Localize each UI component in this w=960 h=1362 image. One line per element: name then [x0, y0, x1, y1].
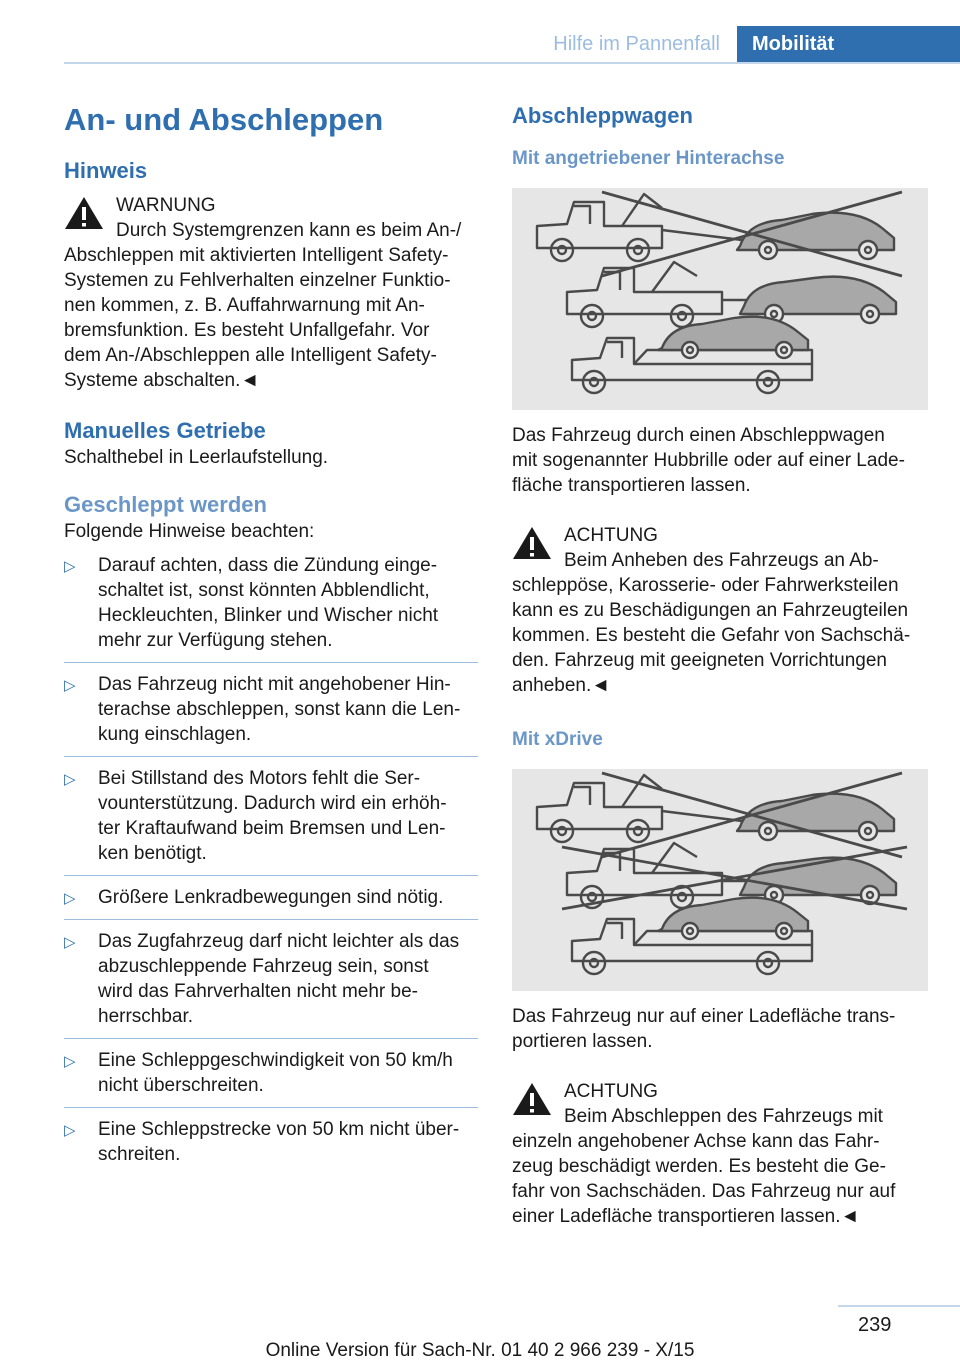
list-item: ▷ Eine Schleppstrecke von 50 km nicht über- schreiten. [64, 1119, 460, 1165]
towing-illustration-svg [512, 188, 928, 410]
page-title: An- und Abschleppen [64, 102, 384, 137]
caution-block-xdrive [512, 1079, 928, 1229]
rear-axle-text: Das Fahrzeug durch einen Abschleppwagen mit sogenannter Hubbrille oder auf einer Lade- fläche transportieren lassen. [512, 425, 905, 496]
towing-illustration-rear-axle [512, 188, 928, 410]
footer-version: Online Version für Sach-Nr. 01 40 2 966 239 - X/15 [265, 1340, 695, 1361]
list-divider [64, 756, 478, 757]
towed-heading: Geschleppt werden [64, 492, 267, 517]
section-tab: Hilfe im Pannenfall [522, 26, 734, 62]
right-column [512, 100, 928, 1229]
triangle-bullet-icon: ▷ [64, 771, 76, 788]
list-divider [64, 919, 478, 920]
list-item: ▷ Darauf achten, dass die Zündung einge- schaltet ist, sonst könnten Abblendlicht, Heckleuchten, Blinker und Wischer nicht mehr zur Verfügung stehen. [64, 555, 439, 651]
towing-illustration-xdrive [512, 769, 928, 991]
list-item: ▷ Das Fahrzeug nicht mit angehobener Hin- terachse abschleppen, sonst kann die Len- kung einschlagen. [64, 674, 461, 745]
warning-block [64, 193, 478, 393]
warning-icon [64, 195, 104, 231]
list-divider [64, 875, 478, 876]
caution-text: schleppöse, Karosserie- oder Fahrwerksteilen kann es zu Beschädigungen an Fahrzeugteilen kommen. Es besteht die Gefahr von Sachschä- den. Fahrzeug mit geeigneten Vorrichtungen anheben.◄ [512, 575, 911, 696]
warning-text-first: Durch Systemgrenzen kann es beim An-/ [116, 220, 462, 241]
triangle-bullet-icon: ▷ [64, 677, 76, 694]
xdrive-heading: Mit xDrive [512, 729, 603, 750]
page-number: 239 [858, 1314, 892, 1336]
triangle-bullet-icon: ▷ [64, 934, 76, 951]
caution-label: ACHTUNG [564, 525, 658, 546]
list-item: ▷ Das Zugfahrzeug darf nicht leichter als das abzuschleppende Fahrzeug sein, sonst wird das Fahrverhalten nicht mehr be- herrschbar. [64, 931, 460, 1027]
footer-rule [838, 1305, 960, 1307]
manual-gearbox-heading: Manuelles Getriebe [64, 418, 266, 443]
caution-text: einzeln angehobener Achse kann das Fahr- zeug beschädigt werden. Es besteht die Ge- fahr von Sachschäden. Das Fahrzeug nur auf einer Ladefläche transportieren lassen.◄ [512, 1131, 896, 1227]
caution-text-first: Beim Abschleppen des Fahrzeugs mit [564, 1106, 883, 1127]
warning-label: WARNUNG [116, 195, 216, 216]
left-column [64, 100, 478, 1167]
triangle-bullet-icon: ▷ [64, 558, 76, 575]
triangle-bullet-icon: ▷ [64, 1053, 76, 1070]
list-divider [64, 1038, 478, 1039]
towed-intro: Folgende Hinweise beachten: [64, 521, 315, 542]
manual-gearbox-text: Schalthebel in Leerlaufstellung. [64, 447, 329, 468]
caution-block-rear [512, 523, 928, 698]
header-rule [64, 62, 960, 64]
caution-text-first: Beim Anheben des Fahrzeugs an Ab- [564, 550, 879, 571]
triangle-bullet-icon: ▷ [64, 890, 76, 907]
list-item: ▷ Größere Lenkradbewegungen sind nötig. [64, 885, 478, 910]
warning-icon [512, 525, 552, 561]
tow-truck-heading: Abschleppwagen [512, 103, 693, 128]
hinweis-heading: Hinweis [64, 158, 148, 183]
chapter-tab: Mobilität [737, 26, 960, 62]
warning-icon [512, 1081, 552, 1117]
list-item: ▷ Bei Stillstand des Motors fehlt die Ser- vounterstützung. Dadurch wird ein erhöh- ter Kraftaufwand beim Bremsen und Len- ken benötigt. [64, 768, 447, 864]
page-header [0, 26, 960, 62]
list-divider [64, 662, 478, 663]
towed-list [64, 553, 478, 1167]
warning-text: Abschleppen mit aktivierten Intelligent Safety- Systemen zu Fehlverhalten einzelner Funktio- nen kommen, z. B. Auffahrwarnung mit An- bremsfunktion. Es besteht Unfallgefahr. Vor dem An-/Abschleppen alle Intelligent Safety- Systeme abschalten.◄ [64, 245, 451, 391]
rear-axle-heading: Mit angetriebener Hinterachse [512, 148, 785, 169]
xdrive-text: Das Fahrzeug nur auf einer Ladefläche trans- portieren lassen. [512, 1006, 896, 1052]
triangle-bullet-icon: ▷ [64, 1122, 76, 1139]
list-divider [64, 1107, 478, 1108]
towing-illustration-svg [512, 769, 928, 991]
caution-label: ACHTUNG [564, 1081, 658, 1102]
list-item: ▷ Eine Schleppgeschwindigkeit von 50 km/h nicht überschreiten. [64, 1050, 453, 1096]
